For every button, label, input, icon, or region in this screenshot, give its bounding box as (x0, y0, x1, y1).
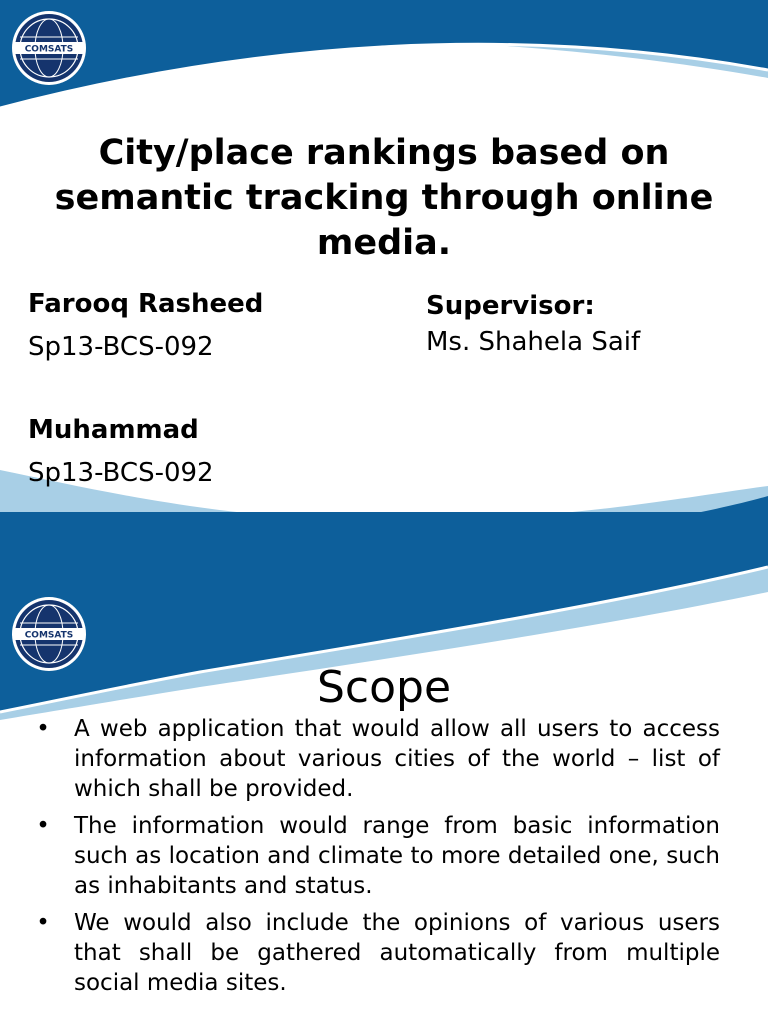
list-item (28, 811, 720, 901)
supervisor-name: Ms. Shahela Saif (426, 327, 641, 357)
supervisor-label: Supervisor: (426, 291, 595, 321)
bullet-icon: • (36, 716, 50, 742)
list-item (28, 908, 720, 998)
scope-bullet-list (28, 714, 720, 1005)
student2-name: Muhammad (28, 415, 199, 445)
bullet-text: The information would range from basic information such as location and climate to more detailed one, such as inhabitants and status. (74, 813, 720, 899)
comsats-logo (11, 10, 87, 86)
scope-title: Scope (316, 662, 452, 713)
slide-scope (0, 512, 768, 1024)
presentation-title: City/place rankings based on semantic tracking through online media. (54, 133, 714, 263)
svg-text:COMSATS: COMSATS (24, 44, 74, 55)
bullet-icon: • (36, 813, 50, 839)
bullet-text: A web application that would allow all users to access information about various cities of the world – list of which shall be provided. (74, 716, 720, 802)
bullet-text: We would also include the opinions of various users that shall be gathered automatically from multiple social media sites. (74, 910, 720, 996)
svg-text:COMSATS: COMSATS (24, 630, 74, 641)
bullet-icon: • (36, 910, 50, 936)
student1-name: Farooq Rasheed (28, 289, 264, 319)
student2-id: Sp13-BCS-092 (28, 458, 214, 488)
student1-id: Sp13-BCS-092 (28, 332, 214, 362)
list-item (28, 714, 720, 804)
